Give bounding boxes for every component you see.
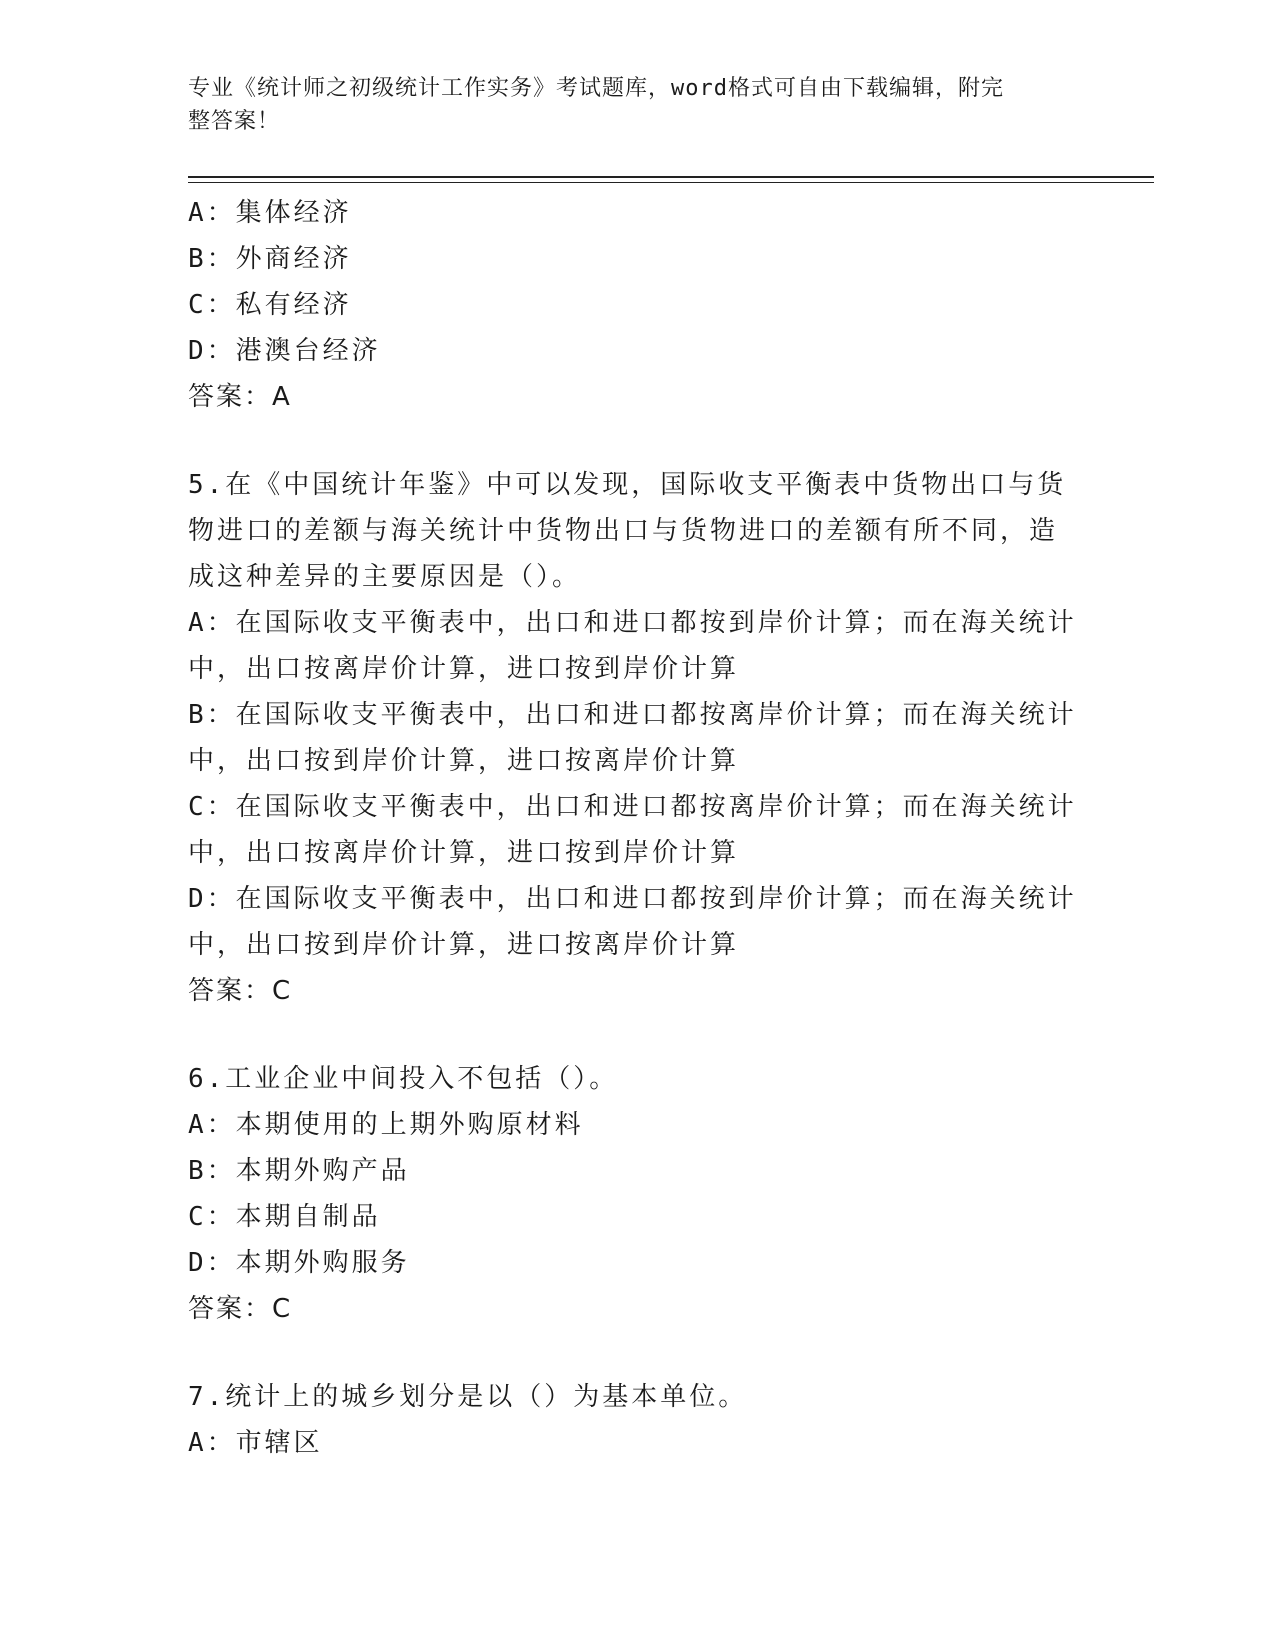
q4-option-a: A：集体经济 [188, 198, 352, 228]
q6-answer: 答案：C [188, 1294, 293, 1324]
q5-option-d-line-2: 中，出口按到岸价计算，进口按离岸价计算 [188, 930, 740, 960]
question-6-block [188, 1056, 1088, 1332]
q6-option-b: B：本期外购产品 [188, 1156, 410, 1186]
q7-option-a: A：市辖区 [188, 1428, 323, 1458]
header-line-2: 整答案！ [188, 109, 281, 134]
q5-question-line-1: 5.在《中国统计年鉴》中可以发现，国际收支平衡表中货物出口与货 [188, 470, 1067, 500]
q4-option-d: D：港澳台经济 [188, 336, 381, 366]
header-line-1: 专业《统计师之初级统计工作实务》考试题库，word格式可自由下载编辑，附完 [188, 76, 1004, 101]
q5-question-line-3: 成这种差异的主要原因是（）。 [188, 562, 582, 592]
header-rule-thin [188, 182, 1154, 183]
question-4-block [188, 190, 1088, 420]
q5-option-b-line-2: 中，出口按到岸价计算，进口按离岸价计算 [188, 746, 740, 776]
q5-option-c-line-2: 中，出口按离岸价计算，进口按到岸价计算 [188, 838, 740, 868]
q5-question-line-2: 物进口的差额与海关统计中货物出口与货物进口的差额有所不同，造 [188, 516, 1059, 546]
q5-option-a-line-2: 中，出口按离岸价计算，进口按到岸价计算 [188, 654, 740, 684]
question-7-block [188, 1374, 1088, 1466]
document-header [188, 72, 1068, 138]
q7-question: 7.统计上的城乡划分是以（）为基本单位。 [188, 1382, 748, 1412]
q6-option-d: D：本期外购服务 [188, 1248, 410, 1278]
q6-option-a: A：本期使用的上期外购原材料 [188, 1110, 584, 1140]
q5-option-d-line-1: D：在国际收支平衡表中，出口和进口都按到岸价计算；而在海关统计 [188, 884, 1077, 914]
q4-option-b: B：外商经济 [188, 244, 352, 274]
q5-answer: 答案：C [188, 976, 293, 1006]
question-5-block [188, 462, 1088, 1014]
q4-answer: 答案：A [188, 382, 292, 412]
q5-option-b-line-1: B：在国际收支平衡表中，出口和进口都按离岸价计算；而在海关统计 [188, 700, 1077, 730]
q5-option-a-line-1: A：在国际收支平衡表中，出口和进口都按到岸价计算；而在海关统计 [188, 608, 1077, 638]
header-rule-thick [188, 176, 1154, 178]
q6-question: 6.工业企业中间投入不包括（）。 [188, 1064, 619, 1094]
q6-option-c: C：本期自制品 [188, 1202, 381, 1232]
q4-option-c: C：私有经济 [188, 290, 352, 320]
document-body [188, 190, 1088, 1466]
q5-option-c-line-1: C：在国际收支平衡表中，出口和进口都按离岸价计算；而在海关统计 [188, 792, 1077, 822]
